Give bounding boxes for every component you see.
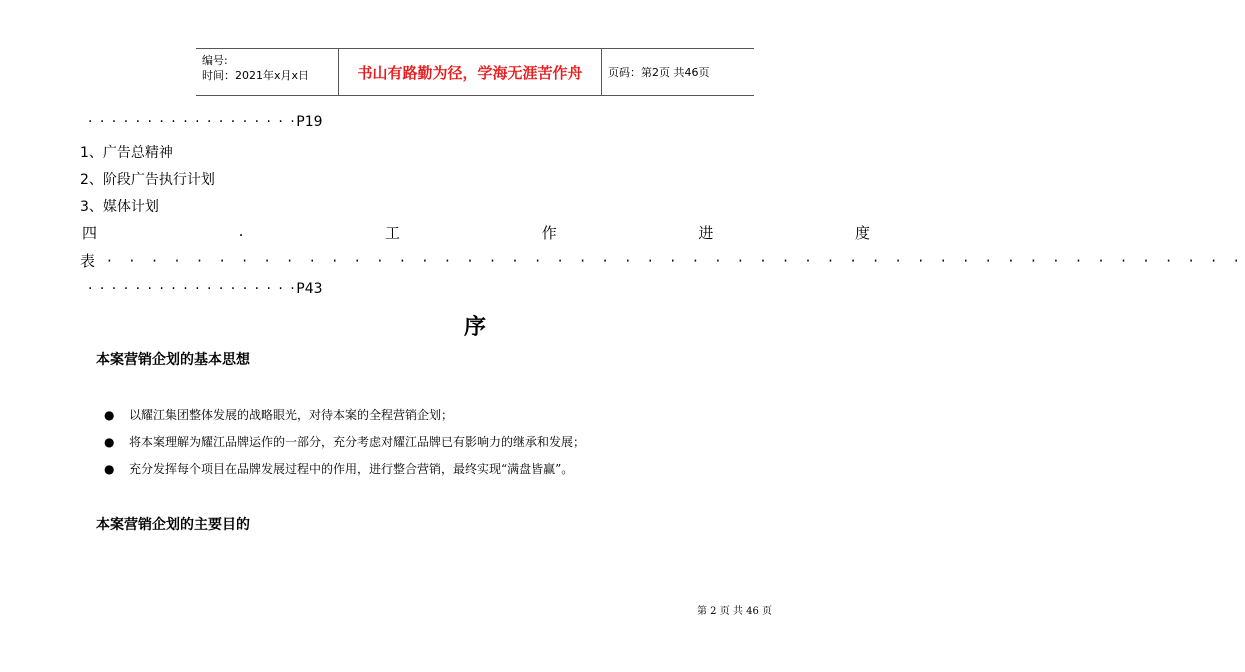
- bullet-dot-icon: ●: [104, 462, 115, 476]
- toc-item-1: 1、广告总精神: [80, 145, 173, 161]
- toc-leader-line-1: [88, 114, 323, 130]
- heading-char: .: [238, 222, 244, 240]
- heading-char: 作: [541, 224, 557, 242]
- heading-char: 进: [698, 224, 714, 242]
- toc-item-2: 2、阶段广告执行计划: [80, 172, 215, 188]
- toc-item-3: 3、媒体计划: [80, 199, 159, 215]
- bullet-item: [104, 433, 585, 450]
- heading-char: 四: [82, 224, 98, 242]
- toc-leader-dots: · · · · · · · · · · · · · · · · · · · · · · · · · · · · · · · · · · · · · · · · · · · · · · · · · · ·: [107, 252, 1245, 270]
- bullet-text: 将本案理解为耀江品牌运作的一部分，充分考虑对耀江品牌已有影响力的继承和发展；: [129, 435, 586, 449]
- bullet-dot-icon: ●: [104, 408, 115, 422]
- section-heading-main-goal: 本案营销企划的主要目的: [96, 517, 250, 533]
- bullet-item: [104, 460, 573, 477]
- serial-label: 编号:: [202, 54, 228, 67]
- document-header: [196, 48, 754, 96]
- bullet-text: 充分发挥每个项目在品牌发展过程中的作用，进行整合营销，最终实现“满盘皆赢”。: [129, 462, 574, 476]
- bullet-item: [104, 406, 453, 423]
- bullet-dot-icon: ●: [104, 435, 115, 449]
- toc-leader-dots: · · · · · · · · · · · · · · · · · ·: [88, 281, 297, 297]
- page-footer: 第 2 页 共 46 页: [697, 606, 772, 617]
- toc-section-four-tail: [80, 250, 1245, 271]
- header-meta: [196, 49, 339, 95]
- heading-tail-char: 表: [80, 252, 96, 270]
- toc-section-four-heading: [82, 222, 870, 243]
- toc-page-ref: P19: [296, 114, 323, 130]
- preface-title: 序: [463, 314, 486, 340]
- header-page-info: 页码：第2页 共46页: [608, 66, 710, 79]
- toc-page-ref: P43: [296, 281, 323, 297]
- section-heading-basic-idea: 本案营销企划的基本思想: [96, 352, 250, 368]
- heading-char: 工: [385, 224, 401, 242]
- bullet-text: 以耀江集团整体发展的战略眼光，对待本案的全程营销企划；: [129, 408, 454, 422]
- time-label: 时间：2021年x月x日: [202, 69, 310, 82]
- header-motto: 书山有路勤为径，学海无涯苦作舟: [339, 49, 602, 95]
- toc-leader-line-3: [88, 281, 323, 297]
- heading-char: 度: [854, 224, 870, 242]
- toc-leader-dots: · · · · · · · · · · · · · · · · · ·: [88, 114, 297, 130]
